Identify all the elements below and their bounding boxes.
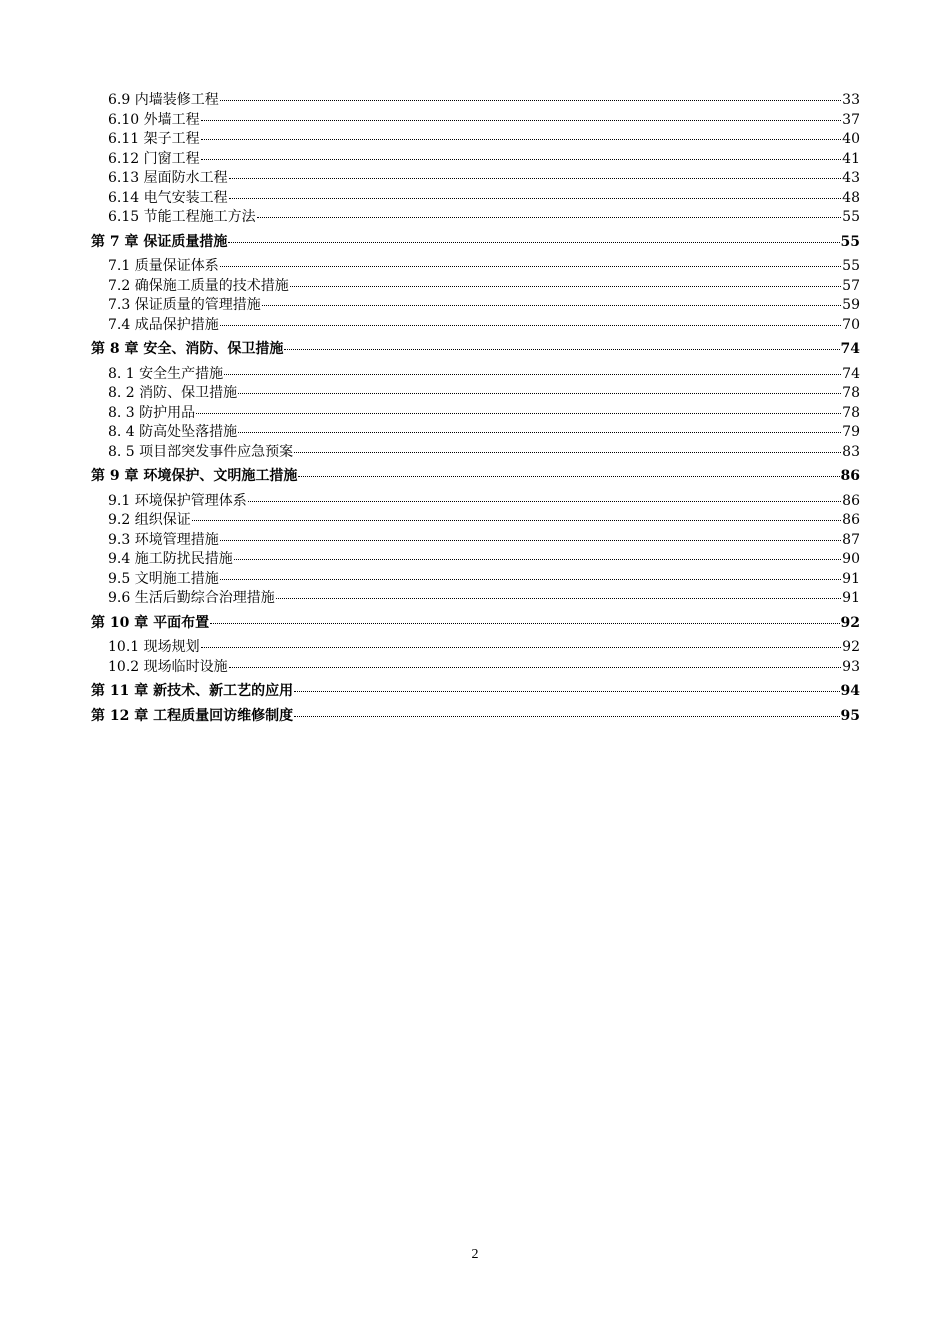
toc-entry-page: 83 [842, 443, 860, 460]
dot-leader [201, 139, 842, 140]
toc-entry-page: 33 [842, 92, 860, 108]
toc-entry-label: 6.10 外墙工程 [108, 111, 200, 128]
dot-leader [284, 349, 839, 350]
dot-leader [220, 100, 841, 101]
toc-entry-page: 93 [842, 658, 860, 675]
toc-entry-page: 86 [842, 492, 860, 509]
toc-entry-label: 7.4 成品保护措施 [108, 316, 219, 333]
toc-entry-9-2[interactable] [91, 511, 860, 531]
dot-leader [294, 452, 841, 453]
toc-entry-page: 86 [842, 512, 860, 528]
dot-leader [290, 286, 841, 287]
toc-entry-page: 37 [842, 111, 860, 128]
dot-leader [294, 691, 839, 692]
toc-entry-label: 8. 1 安全生产措施 [108, 365, 224, 382]
toc-entry-page: 78 [842, 404, 860, 421]
toc-entry-6-13[interactable] [91, 169, 860, 189]
toc-entry-page: 90 [842, 551, 860, 567]
toc-entry-8-5[interactable] [91, 443, 860, 463]
table-of-contents [91, 91, 860, 731]
toc-entry-label: 7.3 保证质量的管理措施 [108, 297, 261, 313]
toc-entry-7-2[interactable] [91, 277, 860, 297]
toc-entry-page: 79 [842, 424, 860, 440]
toc-entry-6-11[interactable] [91, 130, 860, 150]
dot-leader [201, 159, 842, 160]
toc-chapter-page: 55 [840, 233, 860, 250]
toc-entry-9-3[interactable] [91, 531, 860, 551]
toc-entry-label: 6.14 电气安装工程 [108, 189, 228, 206]
toc-entry-8-4[interactable] [91, 423, 860, 443]
toc-entry-page: 55 [842, 209, 860, 225]
toc-entry-9-5[interactable] [91, 570, 860, 590]
dot-leader [298, 476, 839, 477]
dot-leader [229, 178, 842, 179]
toc-entry-page: 55 [842, 258, 860, 274]
toc-chapter-label: 第 8 章 安全、消防、保卫措施 [91, 341, 284, 357]
dot-leader [192, 520, 841, 521]
toc-chapter-10[interactable] [91, 614, 860, 634]
toc-entry-9-4[interactable] [91, 550, 860, 570]
toc-entry-page: 43 [842, 170, 860, 186]
toc-entry-page: 74 [842, 365, 860, 382]
toc-chapter-9[interactable] [91, 467, 860, 487]
toc-entry-label: 6.12 门窗工程 [108, 150, 200, 167]
toc-entry-label: 6.13 屋面防水工程 [108, 170, 228, 186]
toc-chapter-page: 74 [840, 341, 860, 357]
toc-entry-6-12[interactable] [91, 150, 860, 170]
dot-leader [220, 325, 841, 326]
toc-entry-8-3[interactable] [91, 404, 860, 424]
toc-entry-7-1[interactable] [91, 257, 860, 277]
dot-leader [294, 716, 839, 717]
toc-entry-label: 7.1 质量保证体系 [108, 258, 219, 274]
toc-chapter-7[interactable] [91, 233, 860, 253]
toc-entry-10-1[interactable] [91, 638, 860, 658]
toc-entry-page: 57 [842, 277, 860, 294]
dot-leader [238, 393, 841, 394]
toc-chapter-12[interactable] [91, 707, 860, 727]
dot-leader [201, 647, 842, 648]
dot-leader [220, 540, 841, 541]
toc-chapter-label: 第 11 章 新技术、新工艺的应用 [91, 683, 294, 699]
toc-entry-label: 9.4 施工防扰民措施 [108, 551, 233, 567]
toc-entry-page: 70 [842, 316, 860, 333]
toc-chapter-label: 第 9 章 环境保护、文明施工措施 [91, 468, 298, 484]
dot-leader [224, 374, 841, 375]
toc-entry-9-6[interactable] [91, 589, 860, 609]
toc-chapter-11[interactable] [91, 682, 860, 702]
dot-leader [220, 266, 841, 267]
toc-chapter-label: 第 10 章 平面布置 [91, 614, 210, 631]
dot-leader [210, 623, 839, 624]
toc-entry-6-14[interactable] [91, 189, 860, 209]
toc-entry-page: 92 [842, 639, 860, 655]
toc-entry-8-1[interactable] [91, 365, 860, 385]
toc-entry-label: 9.3 环境管理措施 [108, 531, 219, 548]
toc-entry-label: 9.1 环境保护管理体系 [108, 492, 247, 509]
toc-chapter-page: 94 [840, 683, 860, 699]
toc-entry-page: 40 [842, 131, 860, 147]
toc-entry-6-10[interactable] [91, 111, 860, 131]
toc-entry-page: 41 [842, 150, 860, 167]
toc-entry-label: 9.5 文明施工措施 [108, 570, 219, 587]
toc-chapter-page: 92 [840, 614, 860, 631]
toc-entry-page: 59 [842, 297, 860, 313]
toc-entry-label: 9.2 组织保证 [108, 512, 191, 528]
toc-entry-page: 48 [842, 189, 860, 206]
toc-entry-label: 6.15 节能工程施工方法 [108, 209, 256, 225]
toc-entry-label: 6.9 内墙装修工程 [108, 92, 219, 108]
toc-entry-7-3[interactable] [91, 296, 860, 316]
toc-chapter-page: 86 [840, 468, 860, 484]
toc-entry-label: 9.6 生活后勤综合治理措施 [108, 590, 275, 606]
toc-entry-label: 8. 5 项目部突发事件应急预案 [108, 443, 294, 460]
dot-leader [257, 217, 842, 218]
toc-entry-label: 10.1 现场规划 [108, 639, 200, 655]
toc-entry-6-9[interactable] [91, 91, 860, 111]
toc-entry-label: 8. 3 防护用品 [108, 404, 196, 421]
toc-chapter-label: 第 12 章 工程质量回访维修制度 [91, 707, 294, 724]
toc-entry-page: 91 [842, 590, 860, 606]
toc-entry-page: 91 [842, 570, 860, 587]
toc-entry-7-4[interactable] [91, 316, 860, 336]
toc-entry-label: 8. 4 防高处坠落措施 [108, 424, 238, 440]
dot-leader [201, 120, 842, 121]
toc-entry-label: 10.2 现场临时设施 [108, 658, 228, 675]
dot-leader [229, 667, 842, 668]
dot-leader [262, 305, 841, 306]
dot-leader [228, 242, 839, 243]
toc-entry-page: 87 [842, 531, 860, 548]
toc-entry-label: 6.11 架子工程 [108, 131, 200, 147]
toc-entry-10-2[interactable] [91, 658, 860, 678]
toc-chapter-page: 95 [840, 707, 860, 724]
dot-leader [276, 598, 841, 599]
toc-entry-page: 78 [842, 385, 860, 401]
toc-entry-label: 8. 2 消防、保卫措施 [108, 385, 238, 401]
dot-leader [248, 501, 841, 502]
toc-entry-label: 7.2 确保施工质量的技术措施 [108, 277, 289, 294]
dot-leader [220, 579, 841, 580]
toc-entry-8-2[interactable] [91, 384, 860, 404]
toc-chapter-8[interactable] [91, 340, 860, 360]
dot-leader [238, 432, 841, 433]
dot-leader [229, 198, 842, 199]
dot-leader [196, 413, 841, 414]
dot-leader [234, 559, 841, 560]
toc-entry-6-15[interactable] [91, 208, 860, 228]
page-number: 2 [471, 1247, 479, 1262]
toc-chapter-label: 第 7 章 保证质量措施 [91, 233, 228, 250]
toc-entry-9-1[interactable] [91, 492, 860, 512]
